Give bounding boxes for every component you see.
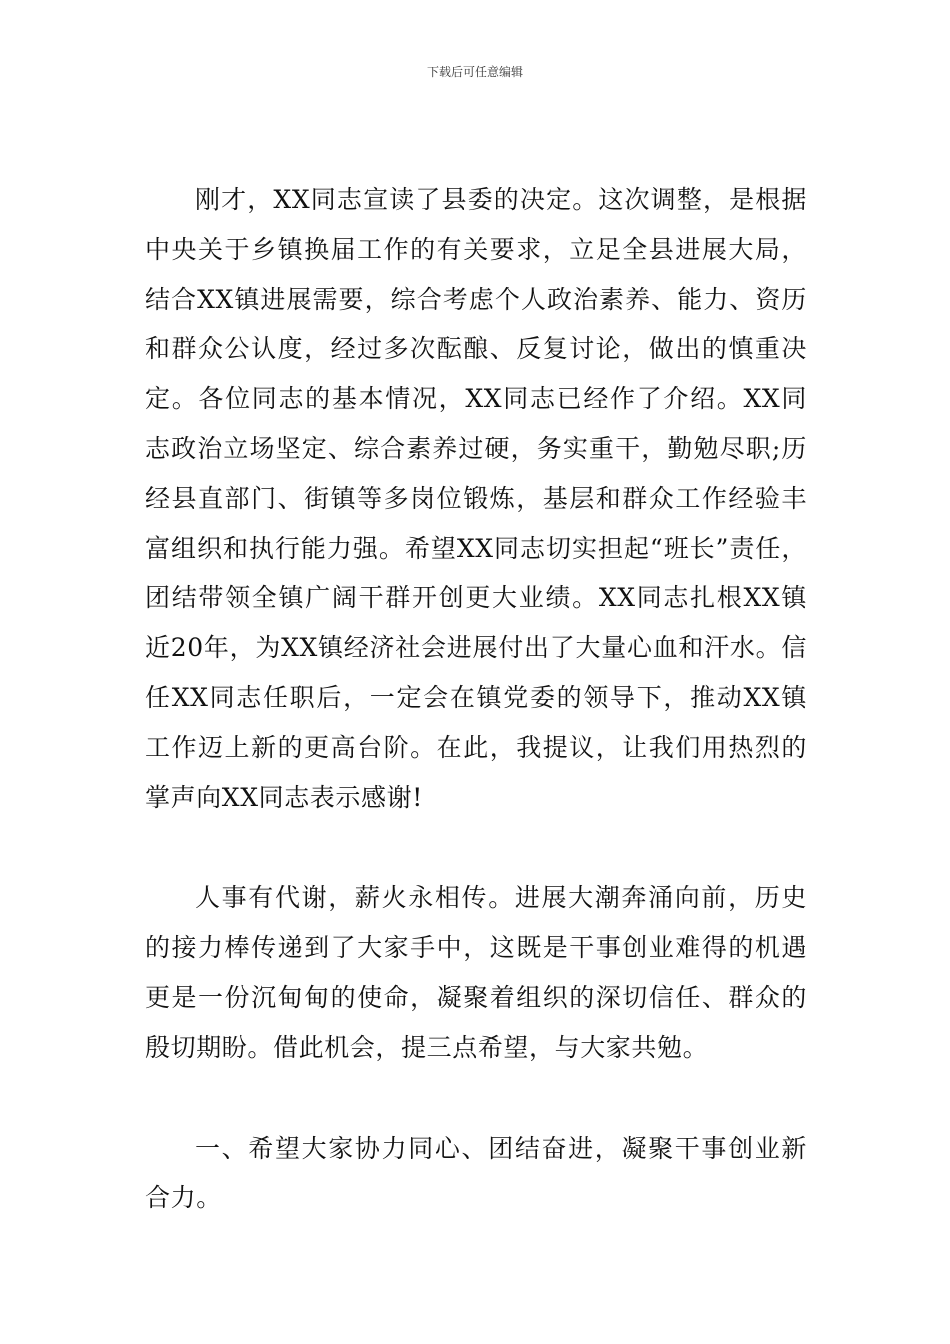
page-header: 下载后可任意编辑 <box>426 65 523 79</box>
paragraph-1: 刚才，XX同志宣读了县委的决定。这次调整，是根据中央关于乡镇换届工作的有关要求，立足全县进展大局，结合XX镇进展需要，综合考虑个人政治素养、能力、资历和群众公认度，经过多次酝酿、反复讨论，做出的慎重决定。各位同志的基本情况，XX同志已经作了介绍。XX同志政治立场坚定、综合素养过硬，务实重干，勤勉尽职;历经县直部门、街镇等多岗位锻炼，基层和群众工作经验丰富组织和执行能力强。希望XX同志切实担起“班长”责任，团结带领全镇广阔干群开创更大业绩。XX同志扎根XX镇近20年，为XX镇经济社会进展付出了大量心血和汗水。信任XX同志任职后，一定会在镇党委的领导下，推动XX镇工作迈上新的更高台阶。在此，我提议，让我们用热烈的掌声向XX同志表示感谢! <box>145 185 807 812</box>
document-body <box>145 175 807 1223</box>
paragraph-2: 人事有代谢，薪火永相传。进展大潮奔涌向前，历史的接力棒传递到了大家手中，这既是干事创业难得的机遇更是一份沉甸甸的使命，凝聚着组织的深切信任、群众的殷切期盼。借此机会，提三点希望，与大家共勉。 <box>145 883 807 1062</box>
paragraph-3: 一、希望大家协力同心、团结奋进，凝聚干事创业新合力。 <box>145 1133 807 1213</box>
